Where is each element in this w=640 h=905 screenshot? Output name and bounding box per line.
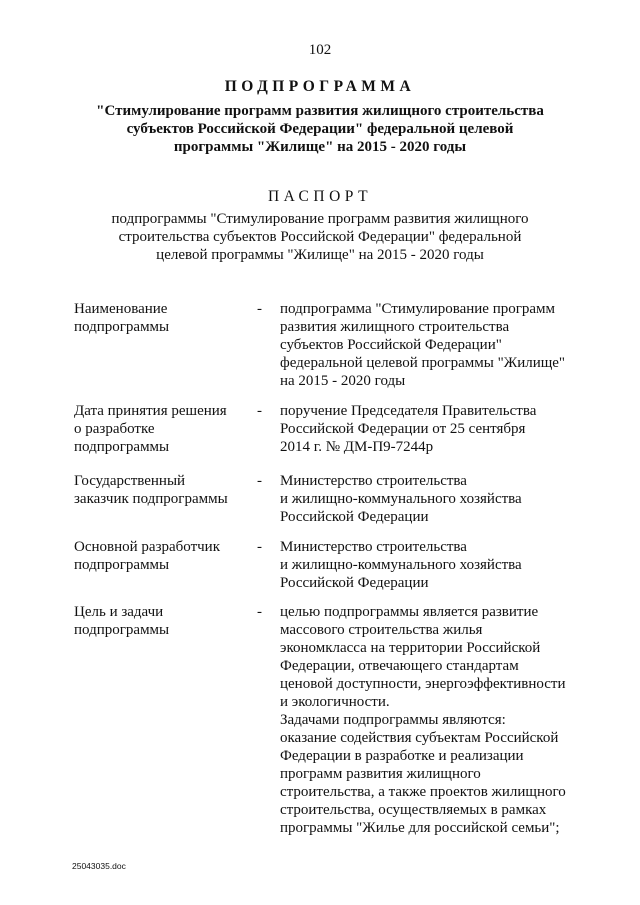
row-value-line: Российской Федерации xyxy=(280,509,429,525)
row-label-line: о разработке xyxy=(74,421,155,437)
row-value xyxy=(280,402,580,456)
row-label-line: Дата принятия решения xyxy=(74,403,227,419)
row-value-line: поручение Председателя Правительства xyxy=(280,403,537,419)
row-value-line: субъектов Российской Федерации" xyxy=(280,337,502,353)
main-title-line: программы "Жилище" на 2015 - 2020 годы xyxy=(173,139,467,155)
row-value-line: целью подпрограммы является развитие xyxy=(280,604,539,620)
passport-subtitle xyxy=(60,210,580,264)
main-title-line: субъектов Российской Федерации" федеральной целевой xyxy=(126,121,514,137)
row-label-line: заказчик подпрограммы xyxy=(74,491,228,507)
row-label xyxy=(74,300,249,336)
row-value-line: Федерации, отвечающего стандартам xyxy=(280,658,519,674)
row-label-line: Государственный xyxy=(74,473,186,489)
row-value-line: строительства, осуществляемых в рамках xyxy=(280,802,547,818)
page-number: 102 xyxy=(308,42,332,58)
row-value-line: Российской Федерации xyxy=(280,575,429,591)
row-value-line: Российской Федерации от 25 сентября xyxy=(280,421,526,437)
row-label xyxy=(74,402,249,456)
row-value-line: программы "Жилье для российской семьи"; xyxy=(280,820,560,836)
row-dash: - xyxy=(257,473,262,489)
row-value xyxy=(280,300,580,390)
row-value-line: и жилищно-коммунального хозяйства xyxy=(280,491,522,507)
row-label-line: Основной разработчик xyxy=(74,539,220,555)
row-label-line: подпрограммы xyxy=(74,557,170,573)
row-value xyxy=(280,538,580,592)
row-label-line: подпрограммы xyxy=(74,622,170,638)
row-value-line: экономкласса на территории Российской xyxy=(280,640,541,656)
row-label xyxy=(74,538,249,574)
row-dash: - xyxy=(257,604,262,620)
row-label-line: Наименование xyxy=(74,301,168,317)
row-dash: - xyxy=(257,301,262,317)
row-value-line: Задачами подпрограммы являются: xyxy=(280,712,506,728)
row-label xyxy=(74,472,249,508)
row-value-line: и экологичности. xyxy=(280,694,390,710)
row-value-line: федеральной целевой программы "Жилище" xyxy=(280,355,566,371)
row-value-line: строительства, а также проектов жилищного xyxy=(280,784,566,800)
row-value-line: развития жилищного строительства xyxy=(280,319,510,335)
row-value-line: на 2015 - 2020 годы xyxy=(280,373,406,389)
row-label-line: подпрограммы xyxy=(74,439,170,455)
row-dash: - xyxy=(257,539,262,555)
row-value-line: 2014 г. № ДМ-П9-7244р xyxy=(280,439,434,455)
passport-heading: ПАСПОРТ xyxy=(267,188,373,205)
row-value xyxy=(280,603,580,837)
passport-subtitle-line: строительства субъектов Российской Федерации" федеральной xyxy=(118,229,522,245)
row-value-line: и жилищно-коммунального хозяйства xyxy=(280,557,522,573)
row-label xyxy=(74,603,249,639)
row-value-line: Федерации в разработке и реализации xyxy=(280,748,524,764)
row-value-line: подпрограмма "Стимулирование программ xyxy=(280,301,556,317)
passport-subtitle-line: подпрограммы "Стимулирование программ развития жилищного xyxy=(111,211,529,227)
row-label-line: Цель и задачи xyxy=(74,604,164,620)
row-dash: - xyxy=(257,403,262,419)
main-title xyxy=(60,102,580,156)
row-value-line: программ развития жилищного xyxy=(280,766,481,782)
row-value xyxy=(280,472,580,526)
row-value-line: ценовой доступности, энергоэффективности xyxy=(280,676,566,692)
document-filename: 25043035.doc xyxy=(72,861,126,871)
row-value-line: Министерство строительства xyxy=(280,473,467,489)
passport-subtitle-line: целевой программы "Жилище" на 2015 - 2020 годы xyxy=(156,247,484,263)
main-heading: ПОДПРОГРАММА xyxy=(224,78,416,95)
row-value-line: массового строительства жилья xyxy=(280,622,483,638)
main-title-line: "Стимулирование программ развития жилищного строительства xyxy=(96,103,544,119)
row-value-line: оказание содействия субъектам Российской xyxy=(280,730,559,746)
row-label-line: подпрограммы xyxy=(74,319,170,335)
row-value-line: Министерство строительства xyxy=(280,539,467,555)
